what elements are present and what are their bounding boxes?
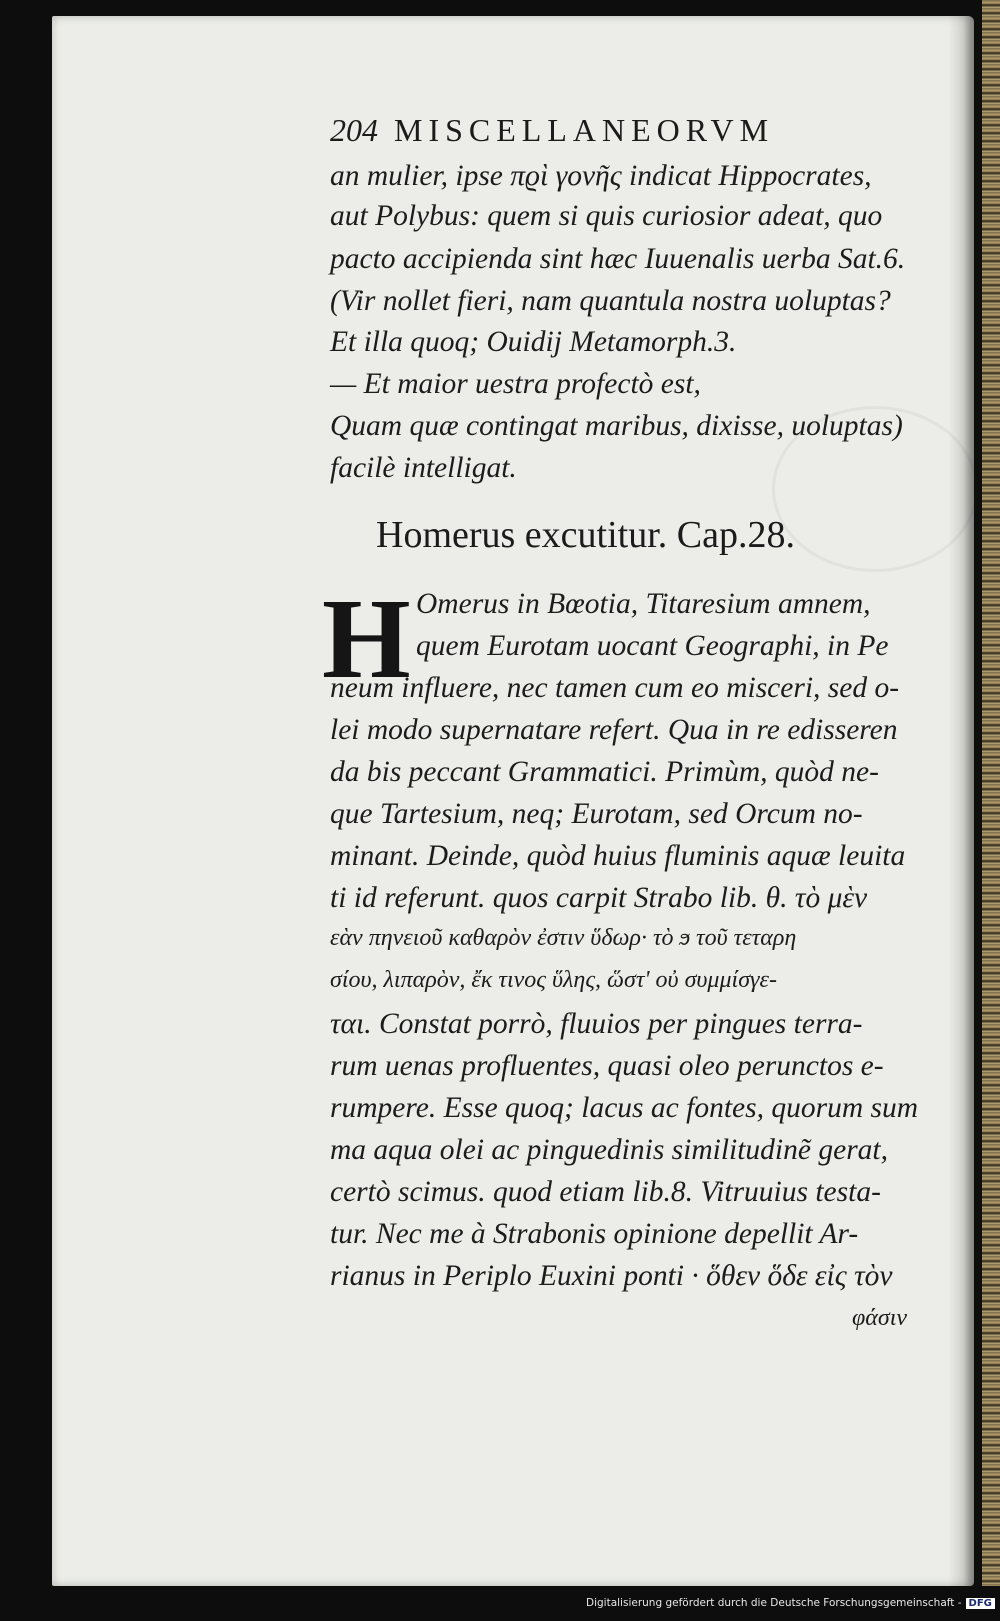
text-line: rumpere. Esse quoq; lacus ac fontes, quorum sum [330, 1092, 919, 1124]
dfg-logo: DFG [966, 1598, 995, 1609]
text-line: rum uenas profluentes, quasi oleo perunctos e- [330, 1050, 884, 1082]
text-line: ma aqua olei ac pinguedinis similitudinẽ gerat, [330, 1134, 888, 1166]
page-shadow [948, 16, 974, 1586]
text-line: (Vir nollet fieri, nam quantula nostra uoluptas? [330, 285, 891, 317]
digitization-credit [586, 1597, 995, 1609]
greek-line: εὰν πηνειοῦ καθαρὸν ἐστιν ὕδωρ· τὸ ϧ τοῦ τεταρη [330, 925, 797, 951]
text-line: quem Eurotam uocant Geographi, in Pe [416, 630, 889, 662]
text-line: neum influere, nec tamen cum eo misceri, sed o- [330, 672, 900, 704]
text-line: tur. Nec me à Strabonis opinione depellit Ar- [330, 1218, 859, 1250]
text-line: ti id referunt. quos carpit Strabo lib. θ. τὸ μὲν [330, 882, 868, 914]
verse-line: Quam quæ contingat maribus, dixisse, uoluptas) [330, 410, 903, 442]
book-edge [982, 0, 1000, 1586]
text-line: an mulier, ipse πϱὶ γονῆς indicat Hippocrates, [330, 160, 872, 192]
running-title: MISCELLANEORVM [394, 112, 775, 148]
text-line: Et illa quoq; Ouidij Metamorph.3. [330, 326, 737, 358]
text-line: que Tartesium, neq; Eurotam, sed Orcum no- [330, 798, 863, 830]
text-line: minant. Deinde, quòd huius fluminis aquæ leuita [330, 840, 906, 872]
text-line: certò scimus. quod etiam lib.8. Vitruuius testa- [330, 1176, 881, 1208]
text-line: aut Polybus: quem si quis curiosior adeat, quo [330, 200, 883, 232]
text-line: pacto accipienda sint hæc Iuuenalis uerba Sat.6. [330, 243, 906, 275]
running-head [330, 112, 774, 149]
verse-line: — Et maior uestra profectò est, [330, 368, 701, 400]
catchword: φάσιν [852, 1305, 908, 1331]
greek-line: σίου, λιπαρὸν, ἔκ τινος ὕλης, ὥστ' οὐ συμμίσγε- [330, 967, 777, 993]
text-line: Omerus in Bœotia, Titaresium amnem, [416, 588, 871, 620]
text-line: rianus in Periplo Euxini ponti · ὅθεν ὅδε εἰς τὸν [330, 1260, 893, 1292]
text-line: ται. Constat porrò, fluuios per pingues terra- [330, 1008, 863, 1040]
text-line: da bis peccant Grammatici. Primùm, quòd ne- [330, 756, 879, 788]
drop-cap: H [322, 575, 411, 702]
credit-text: Digitalisierung gefördert durch die Deutsche Forschungsgemeinschaft - [586, 1597, 962, 1609]
text-line: lei modo supernatare refert. Qua in re edisseren [330, 714, 898, 746]
chapter-heading: Homerus excutitur. Cap.28. [376, 514, 795, 556]
page-number: 204 [330, 112, 378, 148]
text-line: facilè intelligat. [330, 452, 517, 484]
